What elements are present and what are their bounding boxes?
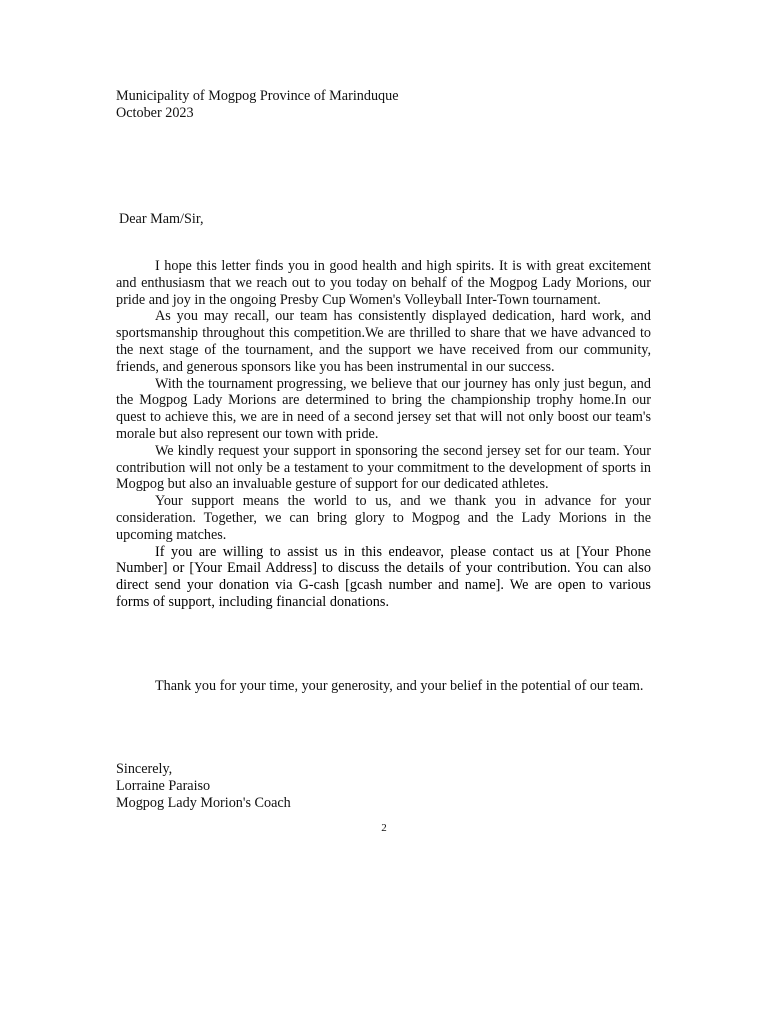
letter-body [116, 258, 651, 611]
closing-paragraph: Thank you for your time, your generosity, and your belief in the potential of our team. [155, 678, 644, 694]
signoff: Sincerely, [116, 761, 173, 777]
letter-header [116, 88, 651, 122]
page-number: 2 [381, 822, 387, 834]
signer-name: Lorraine Paraiso [116, 777, 211, 794]
salutation: Dear Mam/Sir, [119, 211, 204, 227]
signature-block [116, 761, 651, 811]
body-paragraph-sponsorship-request: We kindly request your support in sponsoring the second jersey set for our team. Your contribution will not only be a testament to your commitment to the development of sports in Mogpog but also an invaluable gesture of support for our dedicated athletes. [116, 442, 651, 493]
body-paragraph-team-performance: As you may recall, our team has consistently displayed dedication, hard work, and sportsmanship throughout this competition.We are thrilled to share that we have advanced to the next stage of the tournament, and the support we have received from our community, friends, and generous sponsors like you has been instrumental in our success. [116, 308, 651, 375]
closing-paragraph-block [116, 678, 651, 695]
body-paragraph-greeting: I hope this letter finds you in good health and high spirits. It is with great excitement and enthusiasm that we reach out to you today on behalf of the Mogpog Lady Morions, our pride and joy in the ongoing Presby Cup Women's Volleyball Inter-Town tournament. [116, 258, 651, 308]
body-paragraph-contact-details: If you are willing to assist us in this endeavor, please contact us at [Your Phone Number] or [Your Email Address] to discuss the details of your contribution. You can also direct send your donation via G-cash [gcash number and name]. We are open to various forms of support, including financial donations. [116, 543, 651, 610]
body-paragraph-thanks-in-advance: Your support means the world to us, and we thank you in advance for your consideration. Together, we can bring glory to Mogpog and the Lady Morions in the upcoming matches. [116, 493, 651, 543]
sender-organization: Municipality of Mogpog Province of Marinduque [116, 88, 399, 104]
signer-title: Mogpog Lady Morion's Coach [116, 794, 291, 811]
body-paragraph-jersey-need: With the tournament progressing, we believe that our journey has only just begun, and the Mogpog Lady Morions are determined to bring the championship trophy home.In our quest to achieve this, we are in need of a second jersey set that will not only boost our team's morale but also represent our town with pride. [116, 375, 651, 442]
letter-date: October 2023 [116, 104, 194, 121]
